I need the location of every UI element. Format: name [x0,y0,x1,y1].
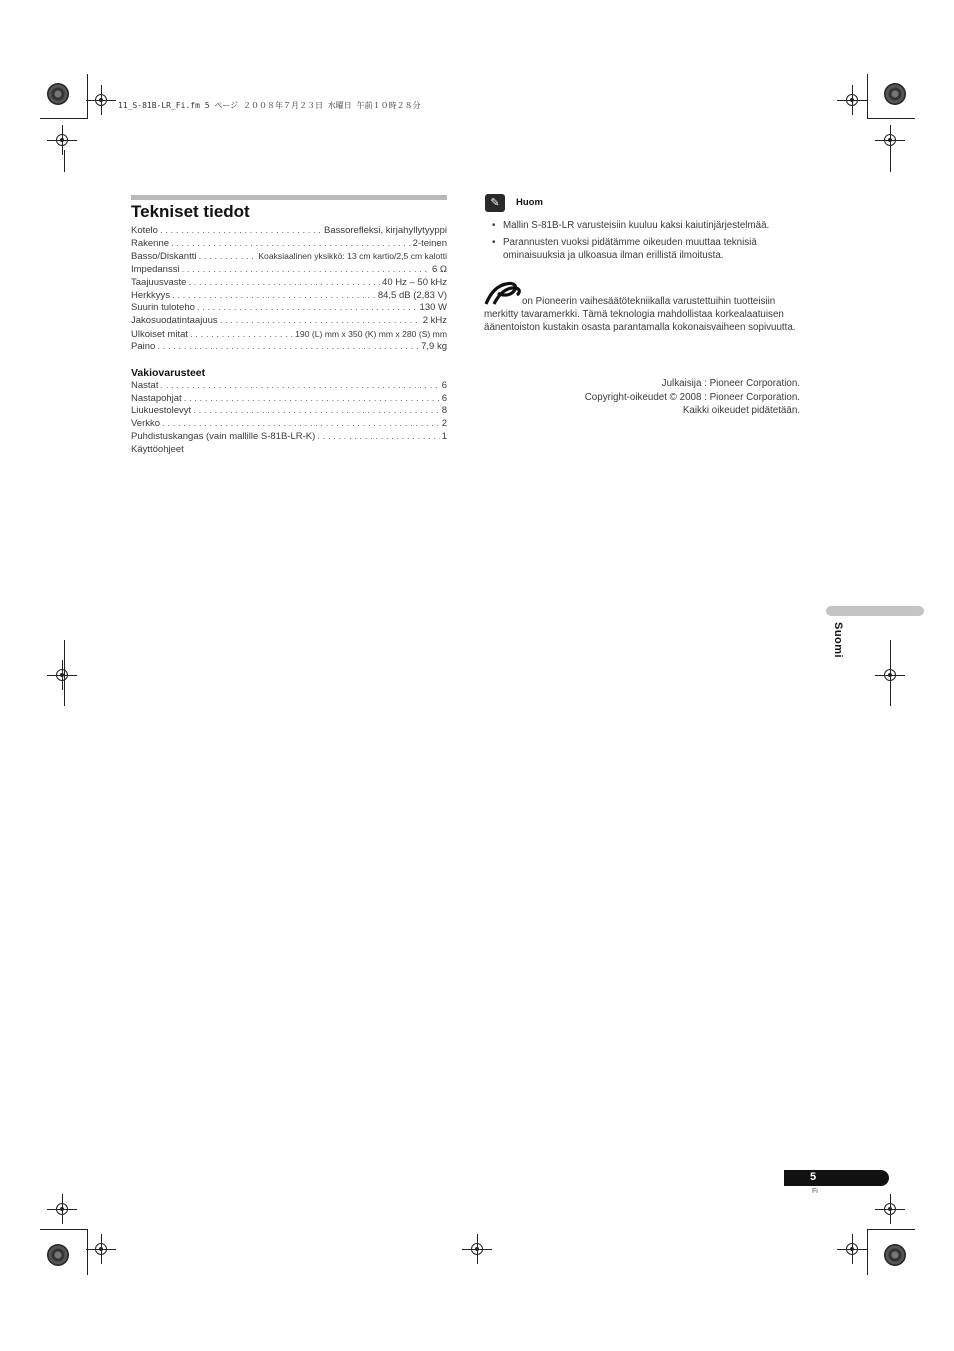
page-number-badge [784,1170,889,1186]
note-item: • Parannusten vuoksi pidätämme oikeuden muuttaa teknisiä ominaisuuksia ja ulkoasua ilman erillistä ilmoitusta. [490,236,810,262]
spec-value: 2-teinen [412,237,447,249]
crosshair-icon [56,134,68,146]
spec-label: Herkkyys [131,289,171,301]
crosshair-icon [846,1243,858,1255]
note-item: • Mallin S-81B-LR varusteisiin kuuluu kaksi kaiutinjärjestelmää. [490,219,810,232]
spec-label: Paino [131,341,156,353]
accessory-label: Nastapohjat [131,392,182,404]
accessory-count: 6 [441,392,447,404]
crosshair-icon [56,1203,68,1215]
spec-row [131,264,447,277]
language-tab-label: Suomi [832,622,844,659]
file-header: 11_S-81B-LR_Fi.fm 5 ページ ２００８年７月２３日 水曜日 午前１０時２８分 [118,101,421,110]
accessory-row [131,431,447,444]
crosshair-icon [884,134,896,146]
spec-row [131,225,447,238]
page-title: Tekniset tiedot [131,202,250,221]
spec-row [131,250,447,264]
spec-label: Basso/Diskantti [131,251,197,263]
page-number: 5 [810,1171,817,1183]
note-label: Huom [516,197,543,208]
spec-value: 6 Ω [431,264,447,276]
spec-value: 190 (L) mm x 350 (K) mm x 280 (S) mm [295,328,447,339]
crosshair-icon [884,1203,896,1215]
spec-label: Taajuusvaste [131,276,187,288]
copyright-line: Copyright-oikeudet © 2008 : Pioneer Corporation. [584,391,800,403]
spec-label: Suurin tuloteho [131,302,195,314]
specs-list [131,225,447,354]
accessories-heading: Vakiovarusteet [131,367,206,379]
trademark-text: on Pioneerin vaihesäätötekniikalla varustettuihin tuotteisiin merkitty tavaramerkki. Tämä teknologia mahdollistaa korkealaatuisen äänentoiston kustakin osasta parantamalla kokonaisvaiheen sopivuutta. [484,296,796,333]
spec-row [131,315,447,328]
spec-label: Jakosuodatintaajuus [131,314,218,326]
spec-row [131,277,447,290]
registration-disc-icon [47,83,69,105]
crosshair-icon [846,94,858,106]
crosshair-icon [95,94,107,106]
spec-value: 130 W [419,302,447,314]
section-bar [131,195,447,200]
accessory-row [131,405,447,418]
accessory-label: Verkko [131,418,161,430]
spec-label: Kotelo [131,225,158,236]
spec-label: Ulkoiset mitat [131,328,189,340]
crosshair-icon [56,669,68,681]
spec-row [131,302,447,315]
spec-value: Koaksiaalinen yksikkö: 13 cm kartio/2,5 cm kalotti [258,251,447,262]
spec-label: Impedanssi [131,264,180,276]
accessory-count: 6 [441,380,447,391]
accessory-row [131,418,447,431]
accessories-list [131,380,447,456]
rights-line: Kaikki oikeudet pidätetään. [682,405,800,416]
spec-value: 2 kHz [422,314,447,326]
accessory-count: 2 [441,418,447,430]
note-list [490,219,810,266]
crosshair-icon [95,1243,107,1255]
spec-value: Bassorefleksi, kirjahyllytyyppi [323,225,447,236]
accessory-row [131,380,447,393]
spec-row [131,238,447,251]
spec-row [131,290,447,303]
spec-value: 40 Hz – 50 kHz [382,276,447,288]
registration-disc-icon [47,1244,69,1266]
language-tab-bar [826,606,924,616]
page-language: Fi [812,1188,818,1195]
spec-value: 7,9 kg [421,341,447,353]
accessory-row [131,393,447,406]
crosshair-icon [471,1243,483,1255]
accessory-label: Liukuestolevyt [131,405,192,417]
registration-disc-icon [884,83,906,105]
accessory-manual: Käyttöohjeet [131,443,184,455]
pencil-icon: ✎ [485,194,505,212]
accessory-count: 1 [441,430,447,442]
spec-value: 84,5 dB (2,83 V) [377,289,447,301]
spec-row [131,341,447,354]
accessory-count: 8 [441,405,447,417]
publisher-line: Julkaisija : Pioneer Corporation. [661,378,800,389]
accessory-label: Nastat [131,380,159,391]
spec-label: Rakenne [131,237,170,249]
spec-row [131,328,447,342]
credits [540,377,800,418]
accessory-label: Puhdistuskangas (vain mallille S-81B-LR-K) [131,430,316,442]
registration-disc-icon [884,1244,906,1266]
